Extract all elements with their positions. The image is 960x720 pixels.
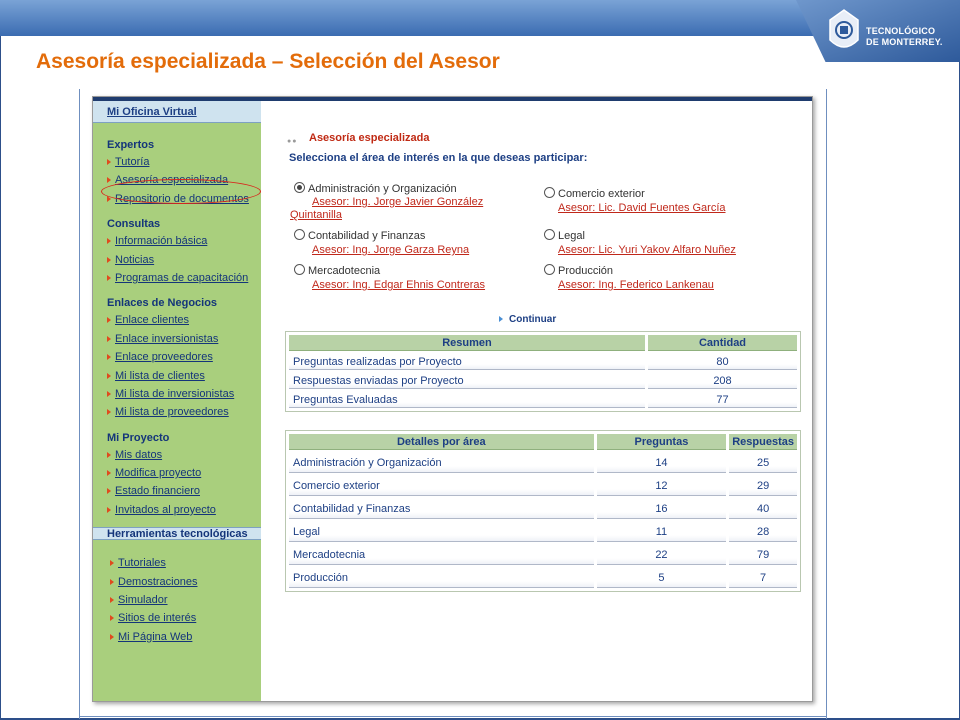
table-cell: Preguntas Evaluadas [289, 392, 645, 408]
sidebar [93, 101, 261, 702]
sidebar-item-noticias[interactable]: Noticias [115, 251, 261, 269]
sidebar-item-tutoriales[interactable]: Tutoriales [118, 554, 261, 572]
area-label: Producción [558, 265, 614, 277]
area-option-comercio[interactable] [544, 187, 645, 200]
asesor-link-administracion[interactable]: Asesor: Ing. Jorge Javier González [312, 196, 484, 208]
sidebar-item-programas[interactable]: Programas de capacitación [115, 269, 261, 287]
asesor-link-administracion-cont[interactable]: Quintanilla [290, 209, 342, 221]
sidebar-item-enlace-inversionistas[interactable]: Enlace inversionistas [115, 330, 261, 348]
sidebar-section-proyecto: Mi Proyecto [107, 431, 170, 444]
radio-icon[interactable] [294, 182, 305, 193]
frame-line-bottom [79, 716, 827, 717]
sidebar-item-enlace-proveedores[interactable]: Enlace proveedores [115, 348, 261, 366]
area-label: Administración y Organización [308, 183, 457, 195]
table-cell: Comercio exterior [289, 476, 594, 496]
asesor-link-legal[interactable]: Asesor: Lic. Yuri Yakov Alfaro Nuñez [558, 244, 736, 256]
radio-icon[interactable] [544, 187, 555, 198]
sidebar-section-expertos: Expertos [107, 139, 155, 151]
arrow-right-icon [499, 316, 503, 322]
area-option-mercadotecnia[interactable] [294, 264, 380, 277]
frame-line-left [79, 89, 80, 719]
area-label: Contabilidad y Finanzas [308, 230, 426, 242]
table-cell: 11 [597, 522, 727, 542]
sidebar-header[interactable]: Mi Oficina Virtual [93, 101, 261, 123]
table-cell: 5 [597, 568, 727, 588]
sidebar-item-sitios[interactable]: Sitios de interés [118, 609, 261, 627]
area-label: Mercadotecnia [308, 265, 381, 277]
sidebar-section-enlaces: Enlaces de Negocios [107, 297, 218, 310]
tec-seal-icon [826, 6, 862, 56]
area-option-produccion[interactable] [544, 264, 613, 277]
table-cell: Producción [289, 568, 594, 588]
table-cell: 77 [648, 392, 797, 408]
main-content [261, 101, 813, 702]
section-title: Asesoría especializada [309, 132, 430, 144]
table-header-row [289, 434, 797, 450]
asesor-link-comercio[interactable]: Asesor: Lic. David Fuentes García [558, 202, 726, 214]
summary-table [286, 332, 800, 411]
area-label: Comercio exterior [558, 188, 645, 200]
sidebar-item-lista-clientes[interactable]: Mi lista de clientes [115, 367, 261, 385]
sidebar-item-repositorio[interactable]: Repositorio de documentos [115, 190, 261, 208]
table-cell: Preguntas realizadas por Proyecto [289, 354, 645, 370]
sidebar-item-demostraciones[interactable]: Demostraciones [118, 573, 261, 591]
area-option-legal[interactable] [544, 229, 585, 242]
table-cell: 25 [729, 453, 797, 473]
table-cell: Legal [289, 522, 594, 542]
table-row [289, 392, 797, 408]
table-cell: Respuestas enviadas por Proyecto [289, 373, 645, 389]
table-header-row [289, 335, 797, 351]
sidebar-item-invitados[interactable]: Invitados al proyecto [115, 501, 261, 519]
radio-icon[interactable] [544, 229, 555, 240]
table-cell: 7 [729, 568, 797, 588]
sidebar-item-lista-inversionistas[interactable]: Mi lista de inversionistas [115, 385, 261, 403]
table-cell: 40 [729, 499, 797, 519]
logo-line-1: TECNOLÓGICO [866, 26, 936, 36]
sidebar-item-informacion[interactable]: Información básica [115, 232, 261, 250]
table-cell: 16 [597, 499, 727, 519]
sidebar-item-mis-datos[interactable]: Mis datos [115, 446, 261, 464]
table-row [289, 453, 797, 473]
table-cell: 79 [729, 545, 797, 565]
area-option-administracion[interactable] [294, 182, 457, 195]
table-row [289, 545, 797, 565]
logo-line-2: DE MONTERREY. [866, 37, 943, 47]
table-row [289, 568, 797, 588]
sidebar-item-estado[interactable]: Estado financiero [115, 482, 261, 500]
table-row [289, 522, 797, 542]
asesor-link-produccion[interactable]: Asesor: Ing. Federico Lankenau [558, 279, 714, 291]
table-cell: Mercadotecnia [289, 545, 594, 565]
table-cell: 29 [729, 476, 797, 496]
table-cell: 22 [597, 545, 727, 565]
sidebar-item-simulador[interactable]: Simulador [118, 591, 261, 609]
logo-text [866, 26, 943, 48]
sidebar-item-mi-pagina[interactable]: Mi Página Web [118, 628, 261, 646]
table-row [289, 499, 797, 519]
dots-icon: ●● [287, 138, 298, 145]
area-option-contabilidad[interactable] [294, 229, 425, 242]
area-label: Legal [558, 230, 585, 242]
table-row [289, 373, 797, 389]
sidebar-item-modifica[interactable]: Modifica proyecto [115, 464, 261, 482]
table-cell: Contabilidad y Finanzas [289, 499, 594, 519]
radio-icon[interactable] [294, 264, 305, 275]
sidebar-item-tutoria[interactable]: Tutoría [115, 153, 261, 171]
table-cell: 14 [597, 453, 727, 473]
frame-line-right [826, 89, 827, 719]
instruction-text: Selecciona el área de interés en la que deseas participar: [289, 152, 588, 164]
table-cell: 28 [729, 522, 797, 542]
sidebar-item-lista-proveedores[interactable]: Mi lista de proveedores [115, 403, 261, 421]
column-header: Detalles por área [289, 434, 594, 450]
table-cell: Administración y Organización [289, 453, 594, 473]
continue-button[interactable]: Continuar [509, 314, 557, 325]
table-cell: 12 [597, 476, 727, 496]
asesor-link-contabilidad[interactable]: Asesor: Ing. Jorge Garza Reyna [312, 244, 470, 256]
radio-icon[interactable] [294, 229, 305, 240]
table-cell: 208 [648, 373, 797, 389]
table-cell: 80 [648, 354, 797, 370]
radio-icon[interactable] [544, 264, 555, 275]
column-header: Respuestas [729, 434, 797, 450]
column-header: Cantidad [648, 335, 797, 351]
details-table [286, 431, 800, 591]
sidebar-item-enlace-clientes[interactable]: Enlace clientes [115, 311, 261, 329]
web-screenshot [92, 96, 813, 702]
highlight-oval [101, 179, 261, 204]
slide-title: Asesoría especializada – Selección del Asesor [36, 50, 500, 73]
table-row [289, 476, 797, 496]
sidebar-section-consultas: Consultas [107, 218, 161, 231]
column-header: Resumen [289, 335, 645, 351]
asesor-link-mercadotecnia[interactable]: Asesor: Ing. Edgar Ehnis Contreras [312, 279, 486, 291]
sidebar-item-asesoria[interactable]: Asesoría especializada [115, 171, 261, 189]
table-row [289, 354, 797, 370]
sidebar-section-herramientas: Herramientas tecnológicas [93, 527, 261, 540]
column-header: Preguntas [597, 434, 727, 450]
